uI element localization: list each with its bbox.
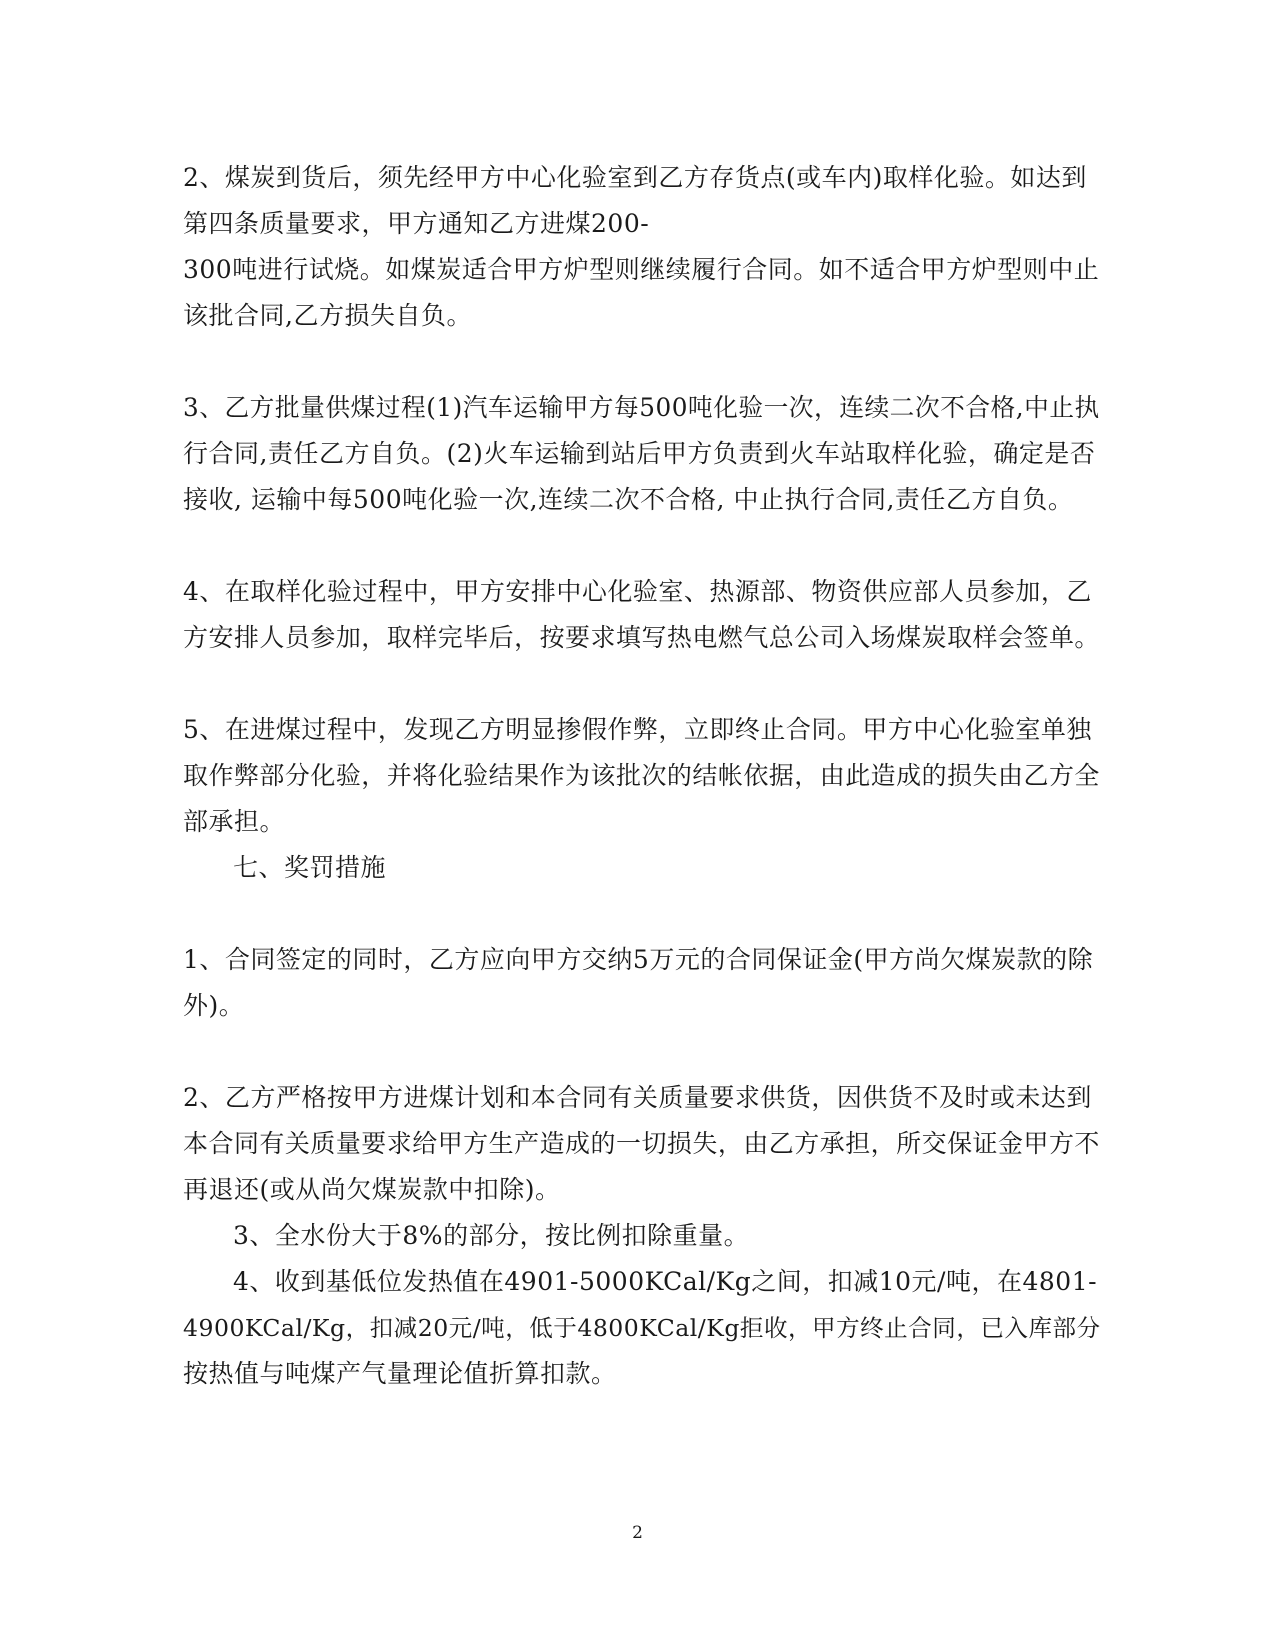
paragraph-2-line-2: 第四条质量要求，甲方通知乙方进煤200-: [183, 209, 650, 238]
paragraph-2-line-4: 该批合同,乙方损失自负。: [183, 301, 472, 330]
reward-item-1-line-2: 外)。: [183, 991, 245, 1020]
paragraph-2-line-1: 2、煤炭到货后，须先经甲方中心化验室到乙方存货点(或车内)取样化验。如达到: [183, 163, 1087, 192]
reward-item-2-line-3: 再退还(或从尚欠煤炭款中扣除)。: [183, 1175, 561, 1204]
section-heading-rewards-penalties: 七、奖罚措施: [233, 853, 387, 882]
paragraph-5-line-1: 5、在进煤过程中，发现乙方明显掺假作弊，立即终止合同。甲方中心化验室单独: [183, 715, 1092, 744]
paragraph-5-line-3: 部承担。: [183, 807, 286, 836]
paragraph-4-line-2: 方安排人员参加，取样完毕后，按要求填写热电燃气总公司入场煤炭取样会签单。: [183, 623, 1100, 652]
paragraph-3-line-2: 行合同,责任乙方自负。(2)火车运输到站后甲方负责到火车站取样化验，确定是否: [183, 439, 1096, 468]
reward-item-1-line-1: 1、合同签定的同时，乙方应向甲方交纳5万元的合同保证金(甲方尚欠煤炭款的除: [183, 945, 1094, 974]
paragraph-3-line-3: 接收, 运输中每500吨化验一次,连续二次不合格, 中止执行合同,责任乙方自负。: [183, 485, 1074, 514]
paragraph-4-line-1: 4、在取样化验过程中，甲方安排中心化验室、热源部、物资供应部人员参加，乙: [183, 577, 1092, 606]
reward-item-2-line-1: 2、乙方严格按甲方进煤计划和本合同有关质量要求供货，因供货不及时或未达到: [183, 1083, 1092, 1112]
reward-item-4-line-2: 4900KCal/Kg，扣减20元/吨，低于4800KCal/Kg拒收，甲方终止合同，已入库部分: [183, 1314, 1101, 1342]
paragraph-5-line-2: 取作弊部分化验，并将化验结果作为该批次的结帐依据，由此造成的损失由乙方全: [183, 761, 1100, 790]
paragraph-2-line-3: 300吨进行试烧。如煤炭适合甲方炉型则继续履行合同。如不适合甲方炉型则中止: [183, 255, 1100, 284]
reward-item-3-line-1: 3、全水份大于8%的部分，按比例扣除重量。: [233, 1221, 750, 1250]
reward-item-2-line-2: 本合同有关质量要求给甲方生产造成的一切损失，由乙方承担，所交保证金甲方不: [183, 1129, 1100, 1158]
reward-item-4-line-3: 按热值与吨煤产气量理论值折算扣款。: [183, 1359, 617, 1388]
paragraph-3-line-1: 3、乙方批量供煤过程(1)汽车运输甲方每500吨化验一次，连续二次不合格,中止执: [183, 393, 1100, 422]
reward-item-4-line-1: 4、收到基低位发热值在4901-5000KCal/Kg之间，扣减10元/吨，在4801-: [233, 1267, 1098, 1296]
page-number: 2: [632, 1523, 643, 1543]
